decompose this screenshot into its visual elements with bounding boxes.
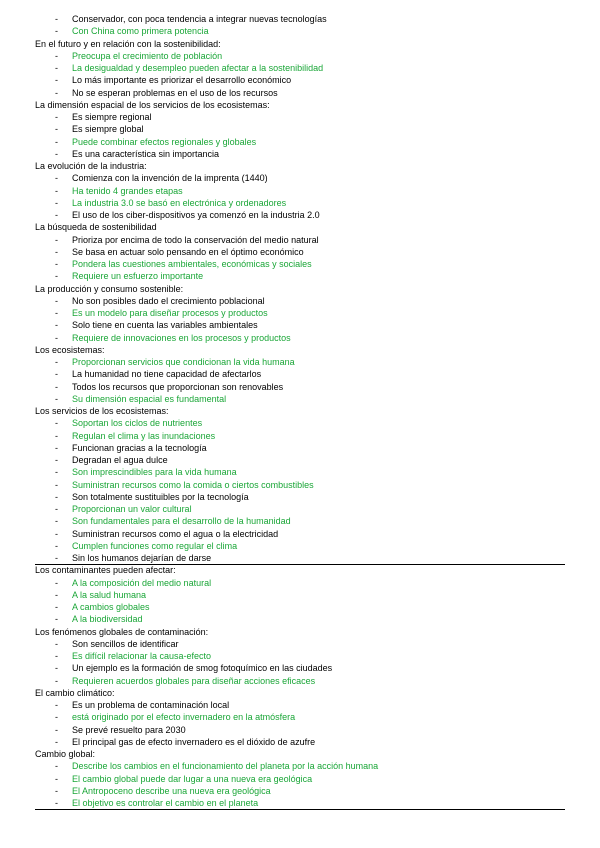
bullet-dash: - <box>55 112 58 122</box>
bullet-dash: - <box>55 295 58 306</box>
item-text: Preocupa el crecimiento de población <box>72 50 223 61</box>
item-text: La desigualdad y desempleo pueden afectar a la sostenibilidad <box>72 63 324 73</box>
section-heading <box>0 687 600 699</box>
list-item <box>0 307 600 319</box>
item-text: Sin los humanos dejarían de darse <box>72 553 212 563</box>
bullet-dash: - <box>55 26 58 37</box>
bullet-dash: - <box>55 736 58 747</box>
bullet-dash: - <box>55 63 58 73</box>
list-item <box>0 430 600 442</box>
item-text: No son posibles dado el crecimiento poblacional <box>72 295 265 306</box>
list-item <box>0 760 600 772</box>
bullet-dash: - <box>55 455 58 465</box>
document-body <box>0 13 600 809</box>
bullet-dash: - <box>55 798 58 808</box>
item-text: Un ejemplo es la formación de smog fotoquímico en las ciudades <box>72 663 333 674</box>
list-item <box>0 234 600 246</box>
bullet-dash: - <box>55 393 58 404</box>
list-item <box>0 785 600 797</box>
heading-text: La búsqueda de sostenibilidad <box>35 222 157 233</box>
list-item <box>0 724 600 736</box>
list-item <box>0 74 600 86</box>
list-item <box>0 711 600 723</box>
list-item <box>0 491 600 503</box>
section-heading <box>0 405 600 417</box>
bullet-dash: - <box>55 136 58 147</box>
bullet-dash: - <box>55 651 58 661</box>
heading-text: La producción y consumo sostenible: <box>35 283 184 294</box>
item-text: El Antropoceno describe una nueva era geológica <box>72 785 271 796</box>
list-item <box>0 675 600 687</box>
item-text: Son totalmente sustituibles por la tecnología <box>72 491 249 502</box>
heading-text: En el futuro y en relación con la sostenibilidad: <box>35 38 221 49</box>
list-item <box>0 515 600 527</box>
bullet-dash: - <box>55 724 58 735</box>
bullet-dash: - <box>55 589 58 600</box>
bullet-dash: - <box>55 504 58 514</box>
heading-text: La evolución de la industria: <box>35 161 147 171</box>
item-text: Son sencillos de identificar <box>72 638 179 649</box>
list-item <box>0 197 600 209</box>
list-item <box>0 466 600 478</box>
list-item <box>0 270 600 282</box>
heading-text: El cambio climático: <box>35 687 115 698</box>
list-item <box>0 650 600 662</box>
heading-text: Los contaminantes pueden afectar: <box>35 565 176 576</box>
bullet-dash: - <box>55 308 58 318</box>
section-divider <box>35 809 565 810</box>
bullet-dash: - <box>55 418 58 429</box>
list-item <box>0 172 600 184</box>
item-text: Degradan el agua dulce <box>72 455 168 465</box>
item-text: Suministran recursos como la comida o ciertos combustibles <box>72 479 314 490</box>
item-text: Prioriza por encima de todo la conservación del medio natural <box>72 234 319 245</box>
bullet-dash: - <box>55 14 58 24</box>
item-text: Es un modelo para diseñar procesos y productos <box>72 308 268 318</box>
item-text: No se esperan problemas en el uso de los recursos <box>72 87 278 98</box>
list-item <box>0 246 600 258</box>
list-item <box>0 258 600 270</box>
bullet-dash: - <box>55 577 58 588</box>
bullet-dash: - <box>55 50 58 61</box>
list-item <box>0 123 600 135</box>
section-heading <box>0 626 600 638</box>
item-text: Cumplen funciones como regular el clima <box>72 540 238 551</box>
bullet-dash: - <box>55 210 58 220</box>
bullet-dash: - <box>55 516 58 527</box>
bullet-dash: - <box>55 381 58 392</box>
item-text: Comienza con la invención de la imprenta (1440) <box>72 173 268 184</box>
bullet-dash: - <box>55 675 58 686</box>
item-text: A la biodiversidad <box>72 614 143 625</box>
item-text: Es una característica sin importancia <box>72 148 220 159</box>
heading-text: La dimensión espacial de los servicios de los ecosistemas: <box>35 99 270 110</box>
bullet-dash: - <box>55 638 58 649</box>
list-item <box>0 87 600 99</box>
item-text: El objetivo es controlar el cambio en el planeta <box>72 798 259 808</box>
bullet-dash: - <box>55 614 58 625</box>
item-text: Ha tenido 4 grandes etapas <box>72 185 183 196</box>
list-item <box>0 662 600 674</box>
list-item <box>0 111 600 123</box>
section-heading <box>0 221 600 233</box>
bullet-dash: - <box>55 528 58 539</box>
list-item <box>0 613 600 625</box>
item-text: Describe los cambios en el funcionamiento del planeta por la acción humana <box>72 761 379 772</box>
item-text: Funcionan gracias a la tecnología <box>72 442 207 453</box>
bullet-dash: - <box>55 369 58 380</box>
item-text: Conservador, con poca tendencia a integrar nuevas tecnologías <box>72 14 327 24</box>
section-heading <box>0 344 600 356</box>
item-text: Es un problema de contaminación local <box>72 700 230 710</box>
item-text: Son fundamentales para el desarrollo de la humanidad <box>72 516 291 527</box>
list-item <box>0 638 600 650</box>
bullet-dash: - <box>55 357 58 367</box>
item-text: Se basa en actuar solo pensando en el óptimo económico <box>72 246 304 257</box>
list-item <box>0 552 600 564</box>
bullet-dash: - <box>55 467 58 478</box>
bullet-dash: - <box>55 773 58 784</box>
item-text: Se prevé resuelto para 2030 <box>72 724 186 735</box>
list-item <box>0 797 600 809</box>
list-item <box>0 393 600 405</box>
bullet-dash: - <box>55 148 58 159</box>
item-text: Requiere un esfuerzo importante <box>72 271 204 282</box>
bullet-dash: - <box>55 491 58 502</box>
bullet-dash: - <box>55 75 58 86</box>
list-item <box>0 773 600 785</box>
item-text: Solo tiene en cuenta las variables ambientales <box>72 320 258 331</box>
list-item <box>0 13 600 25</box>
item-text: La industria 3.0 se basó en electrónica y ordenadores <box>72 197 287 208</box>
bullet-dash: - <box>55 663 58 674</box>
heading-text: Los servicios de los ecosistemas: <box>35 406 169 416</box>
heading-text: Los fenómenos globales de contaminación: <box>35 626 209 637</box>
item-text: El cambio global puede dar lugar a una nueva era geológica <box>72 773 313 784</box>
list-item <box>0 332 600 344</box>
item-text: Soportan los ciclos de nutrientes <box>72 418 203 429</box>
bullet-dash: - <box>55 602 58 612</box>
list-item <box>0 319 600 331</box>
bullet-dash: - <box>55 553 58 563</box>
bullet-dash: - <box>55 87 58 98</box>
item-text: A la composición del medio natural <box>72 577 212 588</box>
list-item <box>0 540 600 552</box>
list-item <box>0 50 600 62</box>
bullet-dash: - <box>55 332 58 343</box>
bullet-dash: - <box>55 761 58 772</box>
list-item <box>0 442 600 454</box>
list-item <box>0 295 600 307</box>
item-text: Requiere de innovaciones en los procesos y productos <box>72 332 291 343</box>
item-text: Requieren acuerdos globales para diseñar acciones eficaces <box>72 675 316 686</box>
bullet-dash: - <box>55 785 58 796</box>
bullet-dash: - <box>55 271 58 282</box>
item-text: Su dimensión espacial es fundamental <box>72 393 227 404</box>
list-item <box>0 528 600 540</box>
bullet-dash: - <box>55 712 58 723</box>
list-item <box>0 136 600 148</box>
item-text: Es difícil relacionar la causa-efecto <box>72 651 212 661</box>
item-text: El principal gas de efecto invernadero es el dióxido de azufre <box>72 736 316 747</box>
section-heading <box>0 38 600 50</box>
bullet-dash: - <box>55 185 58 196</box>
heading-text: Cambio global: <box>35 749 96 759</box>
item-text: Pondera las cuestiones ambientales, económicas y sociales <box>72 259 312 269</box>
bullet-dash: - <box>55 320 58 331</box>
item-text: El uso de los ciber-dispositivos ya comenzó en la industria 2.0 <box>72 210 320 220</box>
list-item <box>0 62 600 74</box>
item-text: está originado por el efecto invernadero en la atmósfera <box>72 712 296 723</box>
item-text: La humanidad no tiene capacidad de afectarlos <box>72 369 262 380</box>
list-item <box>0 356 600 368</box>
item-text: Son imprescindibles para la vida humana <box>72 467 237 478</box>
section-heading <box>0 564 600 576</box>
item-text: Proporcionan servicios que condicionan la vida humana <box>72 357 295 367</box>
list-item <box>0 589 600 601</box>
list-item <box>0 25 600 37</box>
heading-text: Los ecosistemas: <box>35 344 105 355</box>
item-text: Con China como primera potencia <box>72 26 209 37</box>
section-heading <box>0 160 600 172</box>
item-text: Suministran recursos como el agua o la electricidad <box>72 528 279 539</box>
list-item <box>0 577 600 589</box>
bullet-dash: - <box>55 430 58 441</box>
list-item <box>0 479 600 491</box>
list-item <box>0 209 600 221</box>
bullet-dash: - <box>55 442 58 453</box>
item-text: A la salud humana <box>72 589 147 600</box>
list-item <box>0 381 600 393</box>
bullet-dash: - <box>55 479 58 490</box>
item-text: Es siempre global <box>72 124 144 135</box>
bullet-dash: - <box>55 540 58 551</box>
list-item <box>0 185 600 197</box>
section-heading <box>0 283 600 295</box>
list-item <box>0 417 600 429</box>
list-item <box>0 699 600 711</box>
list-item <box>0 454 600 466</box>
item-text: Todos los recursos que proporcionan son renovables <box>72 381 284 392</box>
bullet-dash: - <box>55 700 58 710</box>
bullet-dash: - <box>55 173 58 184</box>
list-item <box>0 148 600 160</box>
bullet-dash: - <box>55 246 58 257</box>
item-text: Es siempre regional <box>72 112 152 122</box>
bullet-dash: - <box>55 234 58 245</box>
item-text: Lo más importante es priorizar el desarrollo económico <box>72 75 292 86</box>
list-item <box>0 736 600 748</box>
item-text: Regulan el clima y las inundaciones <box>72 430 216 441</box>
bullet-dash: - <box>55 259 58 269</box>
list-item <box>0 503 600 515</box>
item-text: Puede combinar efectos regionales y globales <box>72 136 257 147</box>
bullet-dash: - <box>55 197 58 208</box>
item-text: A cambios globales <box>72 602 150 612</box>
list-item <box>0 368 600 380</box>
list-item <box>0 601 600 613</box>
section-heading <box>0 748 600 760</box>
section-heading <box>0 99 600 111</box>
bullet-dash: - <box>55 124 58 135</box>
item-text: Proporcionan un valor cultural <box>72 504 192 514</box>
